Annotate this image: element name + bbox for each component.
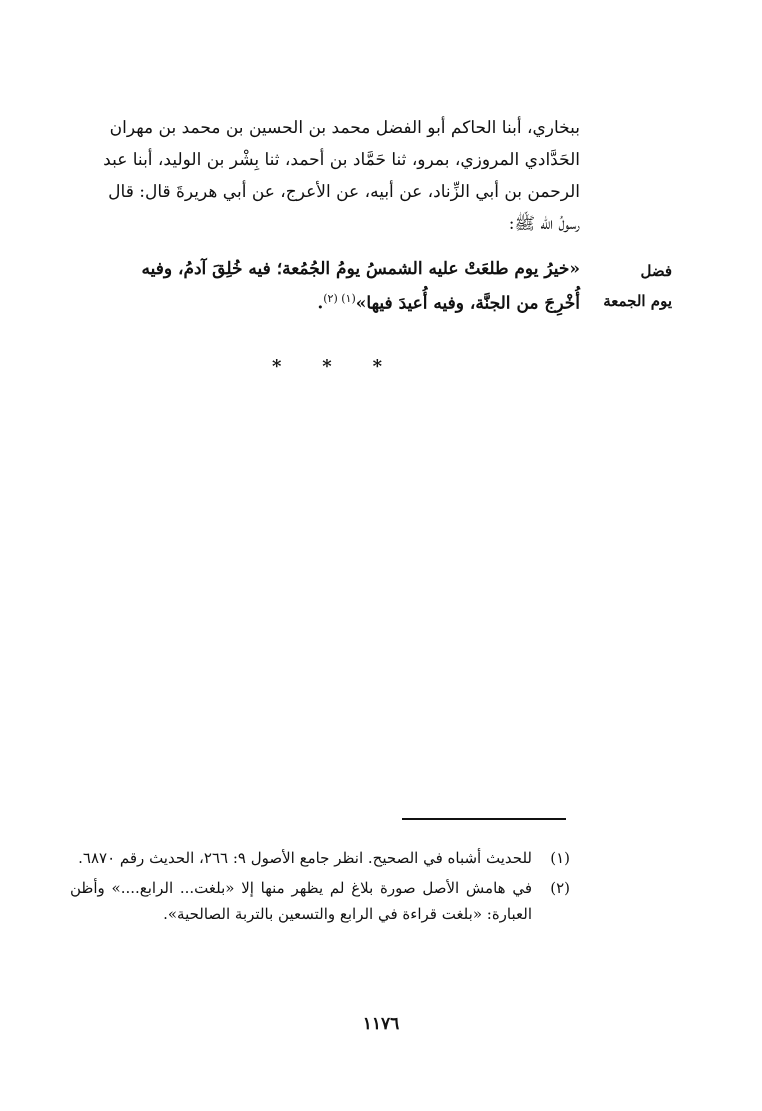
footnote-rule: [402, 818, 566, 820]
hadith-line: [76, 284, 580, 319]
text-line: الرحمن بن أبي الزِّناد، عن أبيه، عن الأعرج، عن أبي هريرةَ قال: قال: [108, 182, 580, 202]
star-glyph: *: [272, 356, 282, 377]
footnotes: [70, 845, 570, 931]
text-line: ببخاري، أبنا الحاكم أبو الفضل محمد بن الحسين بن محمد بن مهران: [109, 118, 580, 138]
margin-heading: [592, 256, 672, 316]
footnote-refs: (١) (٢): [323, 292, 356, 305]
section-separator: [272, 356, 382, 377]
hadith-line: «خيرُ يوم طلعَتْ عليه الشمسُ يومُ الجُمُعة؛ فيه خُلِقَ آدمُ، وفيه: [141, 259, 580, 279]
footnote-text: للحديث أشباه في الصحيح. انظر جامع الأصول ٩: ٢٦٦، الحديث رقم ٦٨٧٠.: [78, 849, 532, 867]
footnote: [70, 875, 570, 927]
hadith-text: [76, 254, 580, 319]
text-line: رسولُ الله ﷺ:: [508, 214, 580, 234]
margin-heading-line: يوم الجمعة: [603, 292, 672, 310]
star-glyph: *: [322, 356, 332, 377]
hadith-line-text: أُخْرِجَ من الجنَّة، وفيه أُعيدَ فيها»: [355, 293, 580, 314]
text-line: الحَدَّادي المروزي، بمرو، ثنا حَمَّاد بن أحمد، ثنا بِشْر بن الوليد، أبنا عبد: [103, 150, 580, 170]
margin-heading-line: فضل: [640, 262, 672, 280]
hadith-end-mark: .: [317, 293, 324, 314]
star-glyph: *: [372, 356, 382, 377]
footnote-number: (١): [550, 849, 570, 867]
footnote-number: (٢): [550, 879, 570, 897]
page-number: ١١٧٦: [362, 1014, 400, 1034]
isnad-paragraph: [76, 112, 580, 240]
footnote-text: في هامش الأصل صورة بلاغ لم يظهر منها إلا «بلغت... الرابع....» وأظن العبارة: «بلغت قراءة في الرابع والتسعين بالتربة الصالحية».: [70, 879, 532, 923]
footnote: [70, 845, 570, 871]
